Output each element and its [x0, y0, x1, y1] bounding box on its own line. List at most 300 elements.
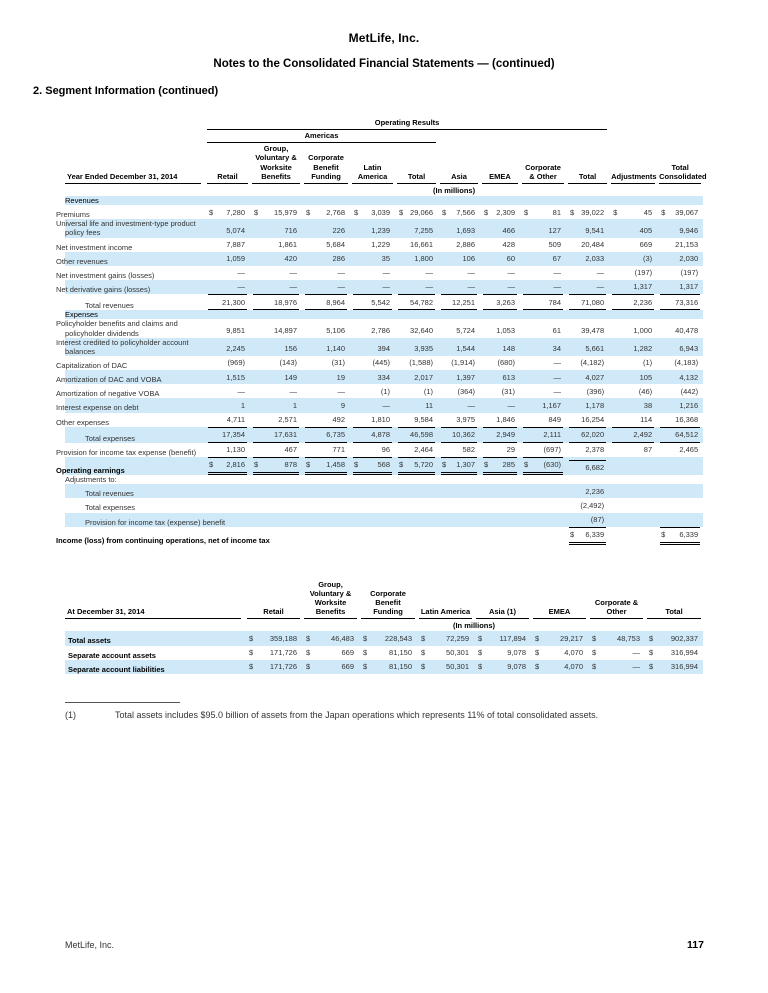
cell-value — [398, 457, 435, 475]
cell-value — [483, 384, 517, 398]
table-row — [65, 294, 703, 310]
subgroup-header-row — [65, 130, 703, 143]
cell-number: 394 — [377, 344, 390, 354]
cell-value — [353, 252, 392, 266]
value-cell — [520, 498, 566, 512]
cell-value — [420, 660, 471, 674]
column-header — [588, 579, 645, 620]
cell-value — [523, 356, 563, 370]
value-cell — [480, 219, 520, 237]
cell-number: — — [467, 268, 475, 278]
dollar-sign: $ — [649, 662, 654, 672]
cell-value — [253, 413, 299, 427]
value-cell — [250, 457, 302, 475]
column-header-label: Group, Voluntary & Worksite Benefits — [252, 143, 300, 184]
cell-number: (1,588) — [409, 358, 433, 368]
dollar-sign: $ — [613, 207, 618, 217]
cell-number: 2,465 — [679, 445, 699, 455]
cell-number: 286 — [332, 254, 345, 264]
cell-number: 582 — [462, 445, 475, 455]
column-header-label: Latin America — [352, 162, 393, 184]
cell-number: 45 — [643, 207, 653, 217]
cell-value — [569, 413, 606, 427]
value-cell — [609, 205, 657, 219]
cell-number: 5,720 — [414, 460, 433, 470]
column-header — [657, 143, 707, 184]
cell-value — [353, 457, 392, 475]
cell-number: 5,106 — [326, 326, 345, 336]
cell-number: 105 — [639, 372, 653, 382]
value-cell — [250, 266, 302, 280]
column-header-label: Corporate Benefit Funding — [304, 152, 348, 183]
value-cell — [474, 646, 531, 660]
value-cell — [205, 266, 250, 280]
value-cell — [657, 484, 703, 498]
cell-value — [569, 266, 606, 280]
table-row — [65, 413, 703, 427]
column-header — [474, 579, 531, 620]
value-cell — [480, 498, 520, 512]
row-label-header — [65, 579, 245, 620]
cell-value — [253, 398, 299, 412]
row-label: Net derivative gains (losses) — [56, 284, 151, 294]
cell-value — [483, 356, 517, 370]
cell-value — [253, 294, 299, 310]
value-cell — [520, 527, 566, 545]
value-cell — [205, 252, 250, 266]
value-cell — [205, 498, 250, 512]
group-header-row — [65, 117, 703, 130]
value-cell — [250, 205, 302, 219]
value-cell — [657, 280, 703, 294]
cell-number: 3,039 — [371, 207, 390, 217]
cell-value — [483, 457, 517, 475]
value-cell — [657, 443, 703, 457]
value-cell — [417, 631, 474, 645]
value-cell — [531, 646, 588, 660]
cell-number: 54,782 — [410, 297, 433, 307]
cell-number: 1,000 — [633, 326, 653, 336]
cell-value — [523, 370, 563, 384]
cell-value — [523, 238, 563, 252]
cell-value — [253, 342, 299, 356]
table-row — [65, 356, 703, 370]
cell-value — [660, 324, 700, 338]
value-cell — [657, 427, 703, 443]
value-cell — [350, 294, 395, 310]
column-header — [302, 579, 359, 620]
value-cell — [302, 219, 350, 237]
cell-number: — — [237, 268, 245, 278]
value-cell — [438, 527, 480, 545]
value-cell — [395, 338, 438, 356]
table-body — [65, 631, 703, 673]
cell-number: 5,542 — [371, 297, 390, 307]
value-cell — [520, 356, 566, 370]
cell-number: (1) — [423, 386, 433, 396]
value-cell — [609, 484, 657, 498]
cell-value — [208, 398, 247, 412]
value-cell — [480, 294, 520, 310]
column-header-label: Corporate Benefit Funding — [361, 588, 415, 619]
column-header — [350, 143, 395, 184]
cell-value — [305, 370, 347, 384]
cell-number: 9,541 — [585, 225, 605, 235]
value-cell — [205, 338, 250, 356]
cell-value — [660, 443, 700, 457]
cell-value — [353, 443, 392, 457]
cell-number: 67 — [552, 254, 561, 264]
dollar-sign: $ — [399, 460, 404, 470]
cell-number: 9,078 — [507, 648, 526, 658]
cell-number: 669 — [639, 240, 653, 250]
cell-value — [483, 413, 517, 427]
cell-number: 39,022 — [581, 207, 605, 217]
cell-value — [362, 660, 414, 674]
cell-number: 9 — [340, 400, 345, 410]
cell-value — [208, 443, 247, 457]
value-cell — [520, 413, 566, 427]
cell-value — [523, 398, 563, 412]
table-row — [65, 280, 703, 294]
value-cell — [302, 498, 350, 512]
column-header-label: Group, Voluntary & Worksite Benefits — [304, 579, 357, 620]
cell-value — [612, 384, 654, 398]
cell-value — [477, 631, 528, 645]
value-cell — [302, 443, 350, 457]
cell-number: 2,949 — [496, 430, 515, 440]
cell-value — [305, 631, 356, 645]
value-cell — [438, 294, 480, 310]
value-cell — [302, 646, 359, 660]
cell-value — [305, 294, 347, 310]
table-row — [65, 457, 703, 475]
value-cell — [657, 356, 703, 370]
cell-number: 7,887 — [226, 240, 245, 250]
cell-number: 1,229 — [371, 240, 390, 250]
table-row — [65, 513, 703, 527]
cell-value — [612, 443, 654, 457]
cell-value — [305, 660, 356, 674]
cell-number: — — [337, 282, 345, 292]
dollar-sign: $ — [484, 460, 489, 470]
cell-number: (680) — [497, 358, 515, 368]
cell-number: 1,397 — [456, 372, 475, 382]
cell-number: (197) — [634, 268, 653, 278]
cell-number: 1,458 — [326, 460, 345, 470]
cell-number: — — [553, 268, 561, 278]
dollar-sign: $ — [524, 460, 529, 470]
value-cell — [480, 205, 520, 219]
value-cell — [395, 370, 438, 384]
value-cell — [205, 238, 250, 252]
value-cell — [250, 443, 302, 457]
value-cell — [350, 398, 395, 412]
value-cell — [480, 356, 520, 370]
cell-value — [441, 324, 477, 338]
column-header-label: Total — [568, 171, 607, 184]
value-cell — [480, 513, 520, 527]
cell-value — [523, 443, 563, 457]
cell-number: — — [596, 268, 605, 278]
value-cell — [205, 457, 250, 475]
cell-value — [569, 527, 606, 545]
value-cell — [438, 280, 480, 294]
cell-number: (442) — [680, 386, 699, 396]
value-cell — [350, 319, 395, 337]
row-label: Other revenues — [56, 256, 108, 266]
cell-number: 39,067 — [675, 207, 699, 217]
dollar-sign: $ — [209, 207, 214, 217]
cell-value — [483, 205, 517, 219]
cell-number: 420 — [284, 254, 297, 264]
cell-value — [441, 457, 477, 475]
value-cell — [302, 338, 350, 356]
cell-value — [253, 238, 299, 252]
cell-number: 4,027 — [585, 372, 605, 382]
value-cell — [609, 413, 657, 427]
value-cell — [205, 205, 250, 219]
value-cell — [302, 631, 359, 645]
value-cell — [438, 356, 480, 370]
dollar-sign: $ — [399, 207, 404, 217]
dollar-sign: $ — [354, 207, 359, 217]
cell-value — [569, 324, 606, 338]
cell-value — [569, 370, 606, 384]
value-cell — [438, 457, 480, 475]
value-cell — [474, 660, 531, 674]
cell-number: 1,239 — [371, 225, 390, 235]
column-header — [417, 579, 474, 620]
value-cell — [205, 356, 250, 370]
table-row — [65, 498, 703, 512]
cell-value — [591, 631, 642, 645]
cell-value — [483, 443, 517, 457]
cell-value — [569, 498, 606, 512]
units-row — [65, 184, 703, 196]
cell-value — [353, 398, 392, 412]
section-heading: 2. Segment Information (continued) — [33, 85, 219, 97]
column-header-row — [65, 579, 703, 620]
cell-number: 61 — [552, 326, 561, 336]
cell-number: 771 — [332, 445, 345, 455]
value-cell — [609, 398, 657, 412]
cell-number: (969) — [227, 358, 245, 368]
column-header-label: Corporate & Other — [590, 597, 643, 619]
value-cell — [609, 280, 657, 294]
cell-value — [441, 443, 477, 457]
value-cell — [205, 398, 250, 412]
cell-number: 39,478 — [581, 326, 605, 336]
column-header — [609, 143, 657, 184]
cell-value — [441, 427, 477, 443]
value-cell — [480, 484, 520, 498]
cell-number: 2,886 — [456, 240, 475, 250]
value-cell — [350, 338, 395, 356]
value-cell — [302, 660, 359, 674]
dollar-sign: $ — [661, 207, 666, 217]
cell-value — [398, 370, 435, 384]
cell-value — [208, 205, 247, 219]
value-cell — [302, 252, 350, 266]
cell-value — [648, 660, 700, 674]
value-cell — [395, 294, 438, 310]
row-label: Total expenses — [85, 503, 136, 513]
table-row — [65, 370, 703, 384]
value-cell — [250, 280, 302, 294]
cell-value — [208, 223, 247, 237]
value-cell — [302, 513, 350, 527]
value-cell — [350, 513, 395, 527]
dollar-sign: $ — [524, 207, 529, 217]
cell-value — [441, 413, 477, 427]
cell-number: (445) — [372, 358, 390, 368]
value-cell — [520, 443, 566, 457]
row-label: Net investment gains (losses) — [56, 270, 155, 280]
cell-value — [208, 238, 247, 252]
value-cell — [657, 527, 703, 545]
value-cell — [438, 413, 480, 427]
value-cell — [566, 513, 609, 527]
value-cell — [205, 294, 250, 310]
value-cell — [480, 266, 520, 280]
table-row — [65, 427, 703, 443]
row-label: Capitalization of DAC — [56, 360, 128, 370]
cell-value — [353, 342, 392, 356]
column-header-label: Latin America — [419, 606, 472, 619]
table-row — [65, 646, 703, 660]
cell-value — [305, 266, 347, 280]
cell-number: 878 — [284, 460, 297, 470]
cell-value — [353, 266, 392, 280]
cell-number: 466 — [502, 225, 515, 235]
cell-value — [612, 427, 654, 443]
column-header-label: EMEA — [533, 606, 586, 619]
table-row — [65, 219, 703, 237]
cell-value — [398, 223, 435, 237]
cell-value — [660, 266, 700, 280]
cell-value — [477, 646, 528, 660]
value-cell — [417, 660, 474, 674]
dollar-sign: $ — [306, 648, 311, 658]
value-cell — [250, 252, 302, 266]
cell-number: (4,183) — [674, 358, 699, 368]
value-cell — [350, 427, 395, 443]
column-header-label: Asia — [440, 171, 478, 184]
value-cell — [302, 413, 350, 427]
cell-value — [591, 646, 642, 660]
cell-number: (31) — [501, 386, 515, 396]
cell-number: 9,584 — [414, 415, 433, 425]
cell-value — [660, 238, 700, 252]
cell-number: — — [467, 400, 475, 410]
cell-number: 156 — [284, 344, 297, 354]
cell-number: 1,059 — [226, 254, 245, 264]
footnote-rule — [65, 702, 180, 703]
value-cell — [520, 370, 566, 384]
cell-value — [253, 370, 299, 384]
dollar-sign: $ — [363, 648, 368, 658]
value-cell — [645, 631, 703, 645]
row-label: Expenses — [65, 310, 98, 320]
cell-number: 2,033 — [585, 254, 605, 264]
value-cell — [350, 457, 395, 475]
cell-value — [398, 205, 435, 219]
value-cell — [302, 484, 350, 498]
dollar-sign: $ — [535, 648, 540, 658]
cell-value — [441, 294, 477, 310]
cell-number: 2,111 — [543, 430, 561, 440]
value-cell — [350, 484, 395, 498]
page-number: 117 — [687, 939, 704, 951]
dollar-sign: $ — [249, 662, 254, 672]
table-row — [65, 319, 703, 337]
cell-value — [305, 342, 347, 356]
cell-number: 568 — [377, 460, 390, 470]
column-header-label: Adjustments — [611, 171, 655, 184]
cell-value — [483, 223, 517, 237]
cell-value — [612, 238, 654, 252]
dollar-sign: $ — [421, 633, 426, 643]
cell-value — [305, 280, 347, 294]
dollar-sign: $ — [249, 633, 254, 643]
cell-value — [612, 370, 654, 384]
value-cell — [520, 427, 566, 443]
cell-number: 2,786 — [371, 326, 390, 336]
cell-number: 117,894 — [499, 633, 526, 643]
value-cell — [205, 384, 250, 398]
cell-number: 4,711 — [226, 415, 245, 425]
column-header-label: EMEA — [482, 171, 518, 184]
cell-value — [612, 413, 654, 427]
units-note: (In millions) — [433, 185, 476, 195]
cell-number: (630) — [543, 460, 561, 470]
value-cell — [588, 660, 645, 674]
cell-number: — — [425, 268, 433, 278]
value-cell — [520, 398, 566, 412]
cell-number: 2,236 — [585, 486, 605, 496]
value-cell — [566, 413, 609, 427]
cell-number: 2,245 — [226, 344, 245, 354]
operating-results-table-container — [56, 117, 707, 545]
cell-value — [569, 427, 606, 443]
cell-number: 87 — [643, 445, 653, 455]
cell-value — [569, 460, 606, 475]
cell-value — [208, 266, 247, 280]
value-cell — [520, 338, 566, 356]
cell-number: 1,810 — [371, 415, 390, 425]
value-cell — [657, 294, 703, 310]
dollar-sign: $ — [442, 207, 447, 217]
value-cell — [609, 457, 657, 475]
cell-value — [208, 294, 247, 310]
cell-value — [398, 252, 435, 266]
cell-value — [569, 513, 606, 527]
row-label: Net investment income — [56, 242, 133, 252]
cell-value — [305, 356, 347, 370]
cell-value — [660, 427, 700, 443]
cell-number: 2,378 — [585, 445, 605, 455]
cell-value — [305, 457, 347, 475]
value-cell — [474, 631, 531, 645]
cell-value — [420, 631, 471, 645]
cell-value — [612, 398, 654, 412]
cell-value — [534, 631, 585, 645]
cell-value — [305, 646, 356, 660]
value-cell — [302, 370, 350, 384]
dollar-sign: $ — [570, 207, 575, 217]
value-cell — [205, 319, 250, 337]
